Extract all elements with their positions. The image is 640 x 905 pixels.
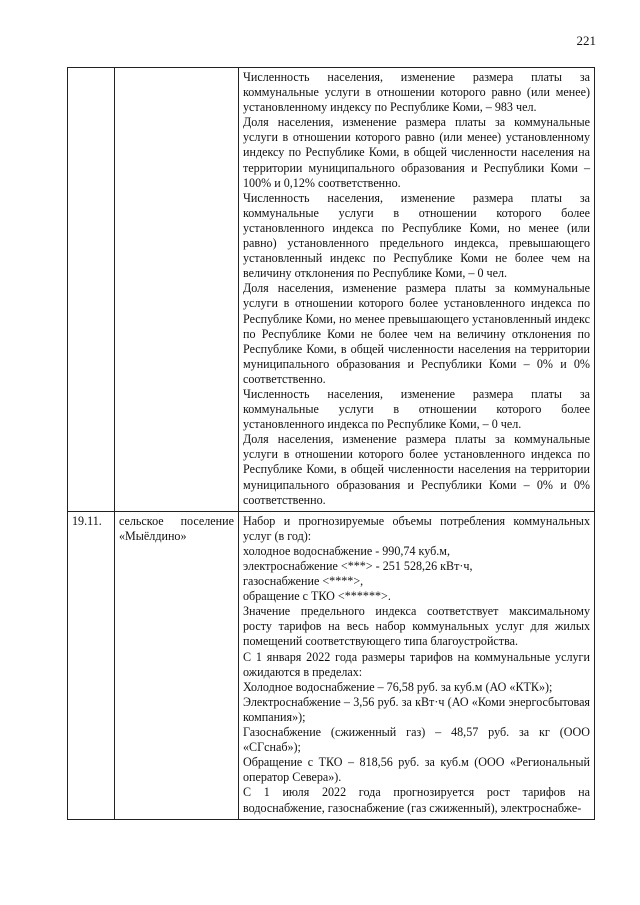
paragraph: обращение с ТКО <******>. [243,589,391,604]
paragraph: Численность населения, изменение размера платы за коммунальные услуги в отношении которого более установленного индекса по Республике Коми, но менее (или равно) установленного предельного индекса, превышающего установленный индекс по Республике Коми не более чем на величину отклонения по Республике Коми, – 0 чел. [243,190,590,281]
paragraph: Численность населения, изменение размера платы за коммунальные услуги в отношении которого равно (или менее) установленному индексу по Республике Коми, – 983 чел. [243,70,590,115]
table-row [68,511,595,819]
page-number: 221 [576,33,596,48]
paragraph: Электроснабжение – 3,56 руб. за кВт·ч (АО «Коми энергосбытовая компания»); [243,694,590,724]
description-cell [239,511,595,819]
paragraph: Численность населения, изменение размера платы за коммунальные услуги в отношении которого более установленного индекса по Республике Коми, – 0 чел. [243,386,590,432]
table-row [68,68,595,512]
paragraph: Доля населения, изменение размера платы за коммунальные услуги в отношении которого более установленного индекса по Республике Коми, но менее превышающего установленный индекс по Республике Коми не более чем на величину отклонения по Республике Коми, в общей численности населения на территории муниципального образования и Республики Коми – 0% и 0% соответственно. [243,281,590,386]
paragraph: газоснабжение <****>, [243,574,364,589]
paragraph: С 1 июля 2022 года прогнозируется рост тарифов на водоснабжение, газоснабжение (газ сжиженный), электроснабже- [243,785,590,815]
paragraph: Холодное водоснабжение – 76,58 руб. за куб.м (АО «КТК»); [243,679,553,694]
settlement-cell [115,68,239,512]
row-number-cell [68,68,115,512]
paragraph: Значение предельного индекса соответствует максимальному росту тарифов на весь набор коммунальных услуг для жилых помещений соответствующего типа благоустройства. [243,604,590,649]
forecast-table [67,67,595,820]
paragraph: электроснабжение <***> - 251 528,26 кВт·ч, [243,559,473,573]
paragraph: С 1 января 2022 года размеры тарифов на коммунальные услуги ожидаются в пределах: [243,649,590,679]
description-cell [239,68,595,512]
paragraph: Доля населения, изменение размера платы за коммунальные услуги в отношении которого более установленного индекса по Республике Коми, в общей численности населения на территории муниципального образования и Республики Коми – 0% и 0% соответственно. [243,432,590,507]
row-number-cell: 19.11. [68,511,115,819]
paragraph: Обращение с ТКО – 818,56 руб. за куб.м (ООО «Региональный оператор Севера»). [243,755,590,785]
paragraph: холодное водоснабжение - 990,74 куб.м, [243,543,450,558]
paragraph: Газоснабжение (сжиженный газ) – 48,57 руб. за кг (ООО «СГснаб»); [243,725,590,755]
paragraph: Набор и прогнозируемые объемы потребления коммунальных услуг (в год): [243,513,590,543]
paragraph: Доля населения, изменение размера платы за коммунальные услуги в отношении которого равно (или менее) установленному индексу по Республике Коми, в общей численности населения на территории муниципального образования и Республики Коми – 100% и 0,12% соответственно. [243,115,590,190]
settlement-cell: сельское поселение «Мыёлдино» [115,511,239,819]
